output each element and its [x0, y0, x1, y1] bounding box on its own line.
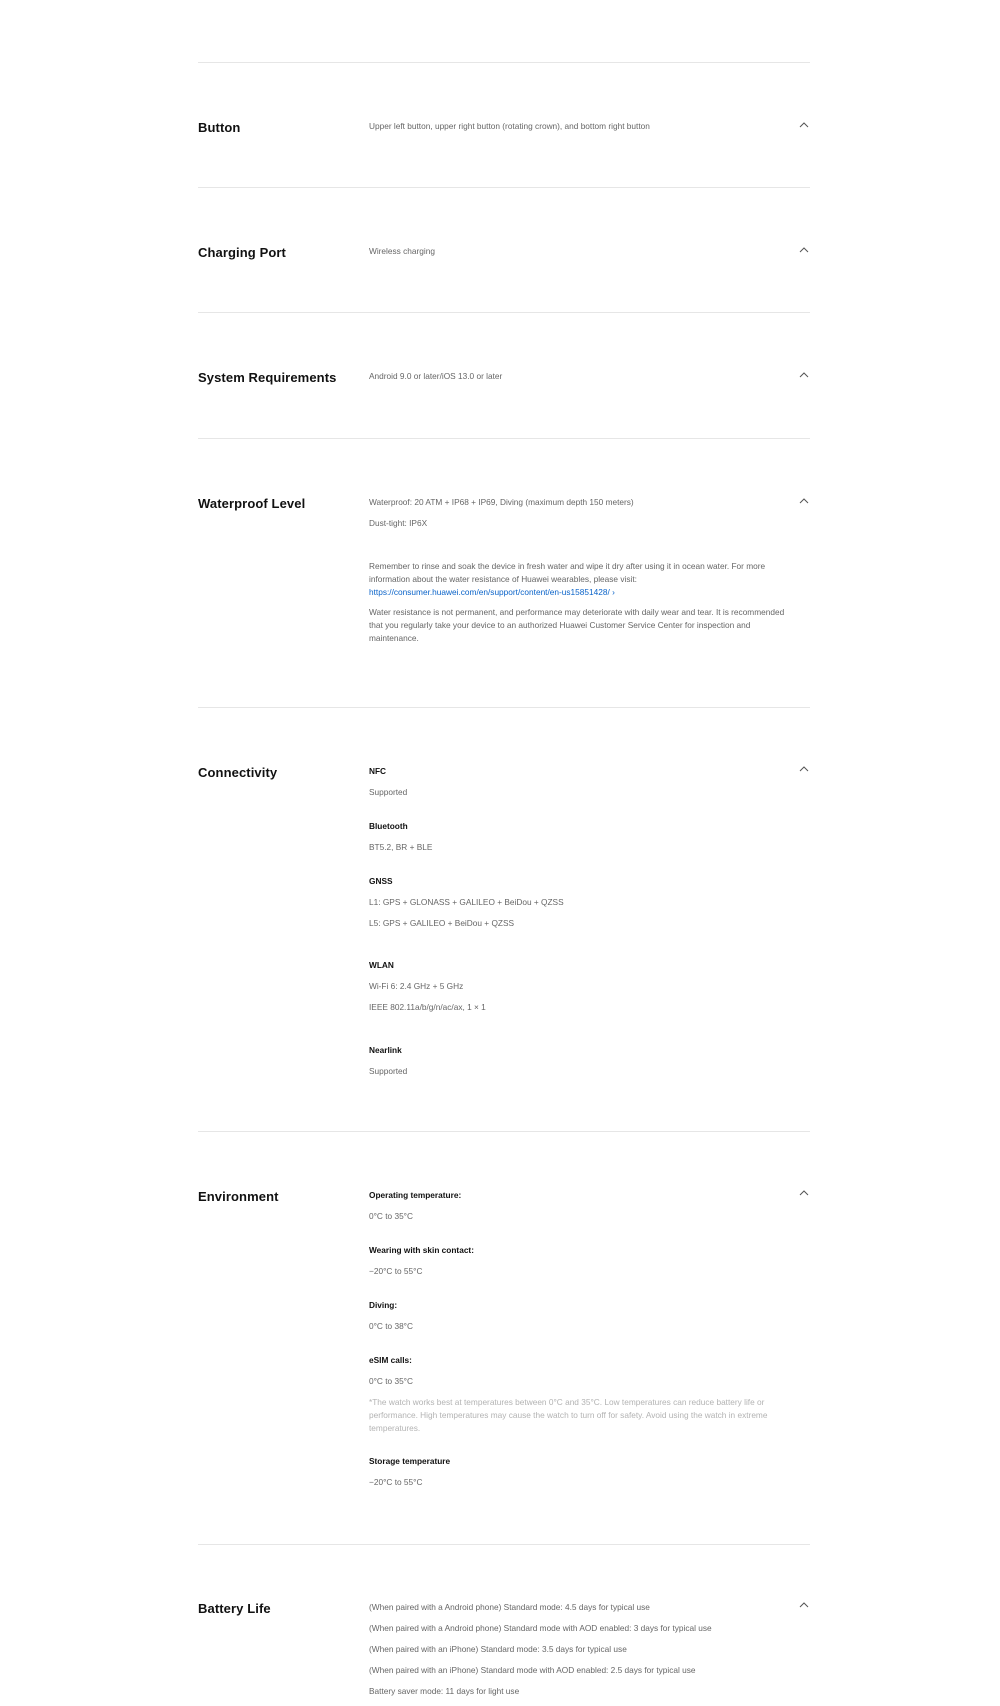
care-note-text: Remember to rinse and soak the device in fresh water and wipe it dry after using it in ocean water. For more information about the water resistance of Huawei wearables, please visit: — [369, 561, 766, 584]
spec-label-esim-calls: eSIM calls: — [369, 1355, 412, 1365]
spec-value: L5: GPS + GALILEO + BeiDou + QZSS — [369, 918, 515, 928]
spec-value: L1: GPS + GLONASS + GALILEO + BeiDou + QZSS — [369, 897, 564, 907]
spec-value: 0°C to 35°C — [369, 1376, 413, 1386]
spec-label-operating-temperature: Operating temperature: — [369, 1190, 462, 1200]
section-divider — [198, 1131, 810, 1132]
spec-value: Supported — [369, 1066, 408, 1076]
spec-value: (When paired with an iPhone) Standard mode with AOD enabled: 2.5 days for typical use — [369, 1665, 696, 1675]
section-divider — [198, 312, 810, 313]
chevron-up-icon[interactable] — [798, 765, 810, 773]
spec-label-wlan: WLAN — [369, 960, 394, 970]
spec-value: Wireless charging — [369, 246, 435, 256]
section-title: Environment — [198, 1189, 279, 1204]
spec-value: Waterproof: 20 ATM + IP68 + IP69, Diving (maximum depth 150 meters) — [369, 497, 634, 507]
spec-value: BT5.2, BR + BLE — [369, 842, 433, 852]
spec-value: Supported — [369, 787, 408, 797]
section-divider — [198, 62, 810, 63]
section-title: Charging Port — [198, 245, 286, 260]
section-title: Button — [198, 120, 241, 135]
spec-value: Upper left button, upper right button (rotating crown), and bottom right button — [369, 121, 650, 131]
section-divider — [198, 438, 810, 439]
chevron-up-icon[interactable] — [798, 246, 810, 254]
spec-label-diving: Diving: — [369, 1300, 398, 1310]
spec-value: IEEE 802.11a/b/g/n/ac/ax, 1 × 1 — [369, 1002, 486, 1012]
spec-value: Battery saver mode: 11 days for light use — [369, 1686, 520, 1696]
section-title: System Requirements — [198, 370, 337, 385]
spec-value: Wi-Fi 6: 2.4 GHz + 5 GHz — [369, 981, 464, 991]
spec-value: Android 9.0 or later/iOS 13.0 or later — [369, 371, 503, 381]
spec-label-storage-temperature: Storage temperature — [369, 1456, 451, 1466]
support-link[interactable]: https://consumer.huawei.com/en/support/content/en-us15851428/ › — [369, 587, 615, 597]
section-divider — [198, 1544, 810, 1545]
care-note — [369, 560, 789, 599]
spec-value: (When paired with an iPhone) Standard mode: 3.5 days for typical use — [369, 1644, 627, 1654]
section-title: Battery Life — [198, 1601, 271, 1616]
spec-value: −20°C to 55°C — [369, 1477, 423, 1487]
spec-value: (When paired with a Android phone) Standard mode with AOD enabled: 3 days for typical use — [369, 1623, 712, 1633]
spec-label-nfc: NFC — [369, 766, 387, 776]
spec-label-nearlink: Nearlink — [369, 1045, 402, 1055]
section-title: Waterproof Level — [198, 496, 306, 511]
spec-value: (When paired with a Android phone) Standard mode: 4.5 days for typical use — [369, 1602, 650, 1612]
temperature-note: *The watch works best at temperatures between 0°C and 35°C. Low temperatures can reduce battery life or performance. High temperatures may cause the watch to turn off for safety. Avoid using the watch in extreme temperatures. — [369, 1397, 768, 1433]
spec-label-gnss: GNSS — [369, 876, 393, 886]
chevron-up-icon[interactable] — [798, 1189, 810, 1197]
spec-value: −20°C to 55°C — [369, 1266, 423, 1276]
spec-label-bluetooth: Bluetooth — [369, 821, 408, 831]
spec-value: 0°C to 38°C — [369, 1321, 413, 1331]
chevron-up-icon[interactable] — [798, 121, 810, 129]
chevron-up-icon[interactable] — [798, 497, 810, 505]
spec-value: 0°C to 35°C — [369, 1211, 413, 1221]
chevron-up-icon[interactable] — [798, 1601, 810, 1609]
section-divider — [198, 187, 810, 188]
spec-label-skin-contact: Wearing with skin contact: — [369, 1245, 474, 1255]
section-divider — [198, 707, 810, 708]
chevron-up-icon[interactable] — [798, 371, 810, 379]
durability-note: Water resistance is not permanent, and performance may deteriorate with daily wear and tear. It is recommended that you regularly take your device to an authorized Huawei Customer Service Center for inspection and maintenance. — [369, 607, 785, 643]
spec-value: Dust-tight: IP6X — [369, 518, 428, 528]
section-title: Connectivity — [198, 765, 278, 780]
